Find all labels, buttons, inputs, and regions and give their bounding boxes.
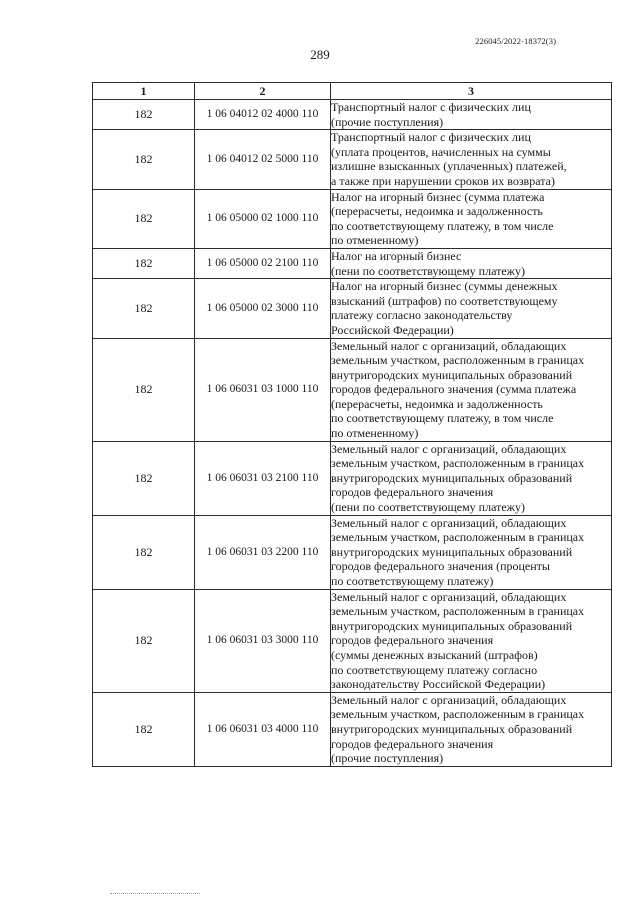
- table-row: [93, 441, 612, 515]
- agency-code-cell: 182: [93, 279, 195, 338]
- budget-code-cell: 1 06 06031 03 2100 110: [195, 441, 331, 515]
- description-cell: Земельный налог с организаций, обладающих земельным участком, расположенным в границах внутригородских муниципальных образований городов федерального значения (проценты по соответствующему платежу): [331, 515, 612, 589]
- agency-code-cell: 182: [93, 589, 195, 692]
- table-row: [93, 515, 612, 589]
- budget-code-cell: 1 06 04012 02 4000 110: [195, 100, 331, 130]
- budget-code-cell: 1 06 05000 02 3000 110: [195, 279, 331, 338]
- description-cell: Земельный налог с организаций, обладающих земельным участком, расположенным в границах внутригородских муниципальных образований городов федерального значения (суммы денежных взысканий (штрафов) по соответствующему платежу согласно законодательству Российской Федерации): [331, 589, 612, 692]
- table-header-row: [93, 83, 612, 100]
- description-cell: Земельный налог с организаций, обладающих земельным участком, расположенным в границах внутригородских муниципальных образований городов федерального значения (сумма платежа (перерасчеты, недоимка и задолженность по соответствующему платежу, в том числе по отмененному): [331, 338, 612, 441]
- document-registration-number: 226045/2022-18372(3): [475, 36, 556, 46]
- page-number: 289: [310, 47, 330, 62]
- table-row: [93, 338, 612, 441]
- budget-code-cell: 1 06 04012 02 5000 110: [195, 130, 331, 189]
- agency-code-cell: 182: [93, 338, 195, 441]
- column-header-code: 2: [195, 83, 331, 100]
- description-cell: Налог на игорный бизнес (пени по соответствующему платежу): [331, 248, 612, 278]
- description-cell: Транспортный налог с физических лиц (прочие поступления): [331, 100, 612, 130]
- budget-code-cell: 1 06 05000 02 1000 110: [195, 189, 331, 248]
- faint-scan-mark: [110, 893, 200, 898]
- column-header-agency: 1: [93, 83, 195, 100]
- table-row: [93, 248, 612, 278]
- budget-code-cell: 1 06 06031 03 4000 110: [195, 692, 331, 766]
- agency-code-cell: 182: [93, 248, 195, 278]
- table-row: [93, 130, 612, 189]
- description-cell: Земельный налог с организаций, обладающих земельным участком, расположенным в границах внутригородских муниципальных образований городов федерального значения (прочие поступления): [331, 692, 612, 766]
- table-row: [93, 692, 612, 766]
- column-header-description: 3: [331, 83, 612, 100]
- budget-code-cell: 1 06 06031 03 3000 110: [195, 589, 331, 692]
- agency-code-cell: 182: [93, 189, 195, 248]
- agency-code-cell: 182: [93, 100, 195, 130]
- agency-code-cell: 182: [93, 692, 195, 766]
- description-cell: Транспортный налог с физических лиц (уплата процентов, начисленных на суммы излишне взысканных (уплаченных) платежей, а также при нарушении сроков их возврата): [331, 130, 612, 189]
- agency-code-cell: 182: [93, 130, 195, 189]
- description-cell: Налог на игорный бизнес (сумма платежа (перерасчеты, недоимка и задолженность по соответствующему платежу, в том числе по отмененному): [331, 189, 612, 248]
- budget-code-cell: 1 06 05000 02 2100 110: [195, 248, 331, 278]
- table-row: [93, 189, 612, 248]
- budget-code-cell: 1 06 06031 03 2200 110: [195, 515, 331, 589]
- description-cell: Налог на игорный бизнес (суммы денежных взысканий (штрафов) по соответствующему платежу согласно законодательству Российской Федерации): [331, 279, 612, 338]
- description-cell: Земельный налог с организаций, обладающих земельным участком, расположенным в границах внутригородских муниципальных образований городов федерального значения (пени по соответствующему платежу): [331, 441, 612, 515]
- budget-code-cell: 1 06 06031 03 1000 110: [195, 338, 331, 441]
- table-row: [93, 279, 612, 338]
- agency-code-cell: 182: [93, 441, 195, 515]
- budget-classification-table: [92, 82, 612, 767]
- table-row: [93, 100, 612, 130]
- table-row: [93, 589, 612, 692]
- agency-code-cell: 182: [93, 515, 195, 589]
